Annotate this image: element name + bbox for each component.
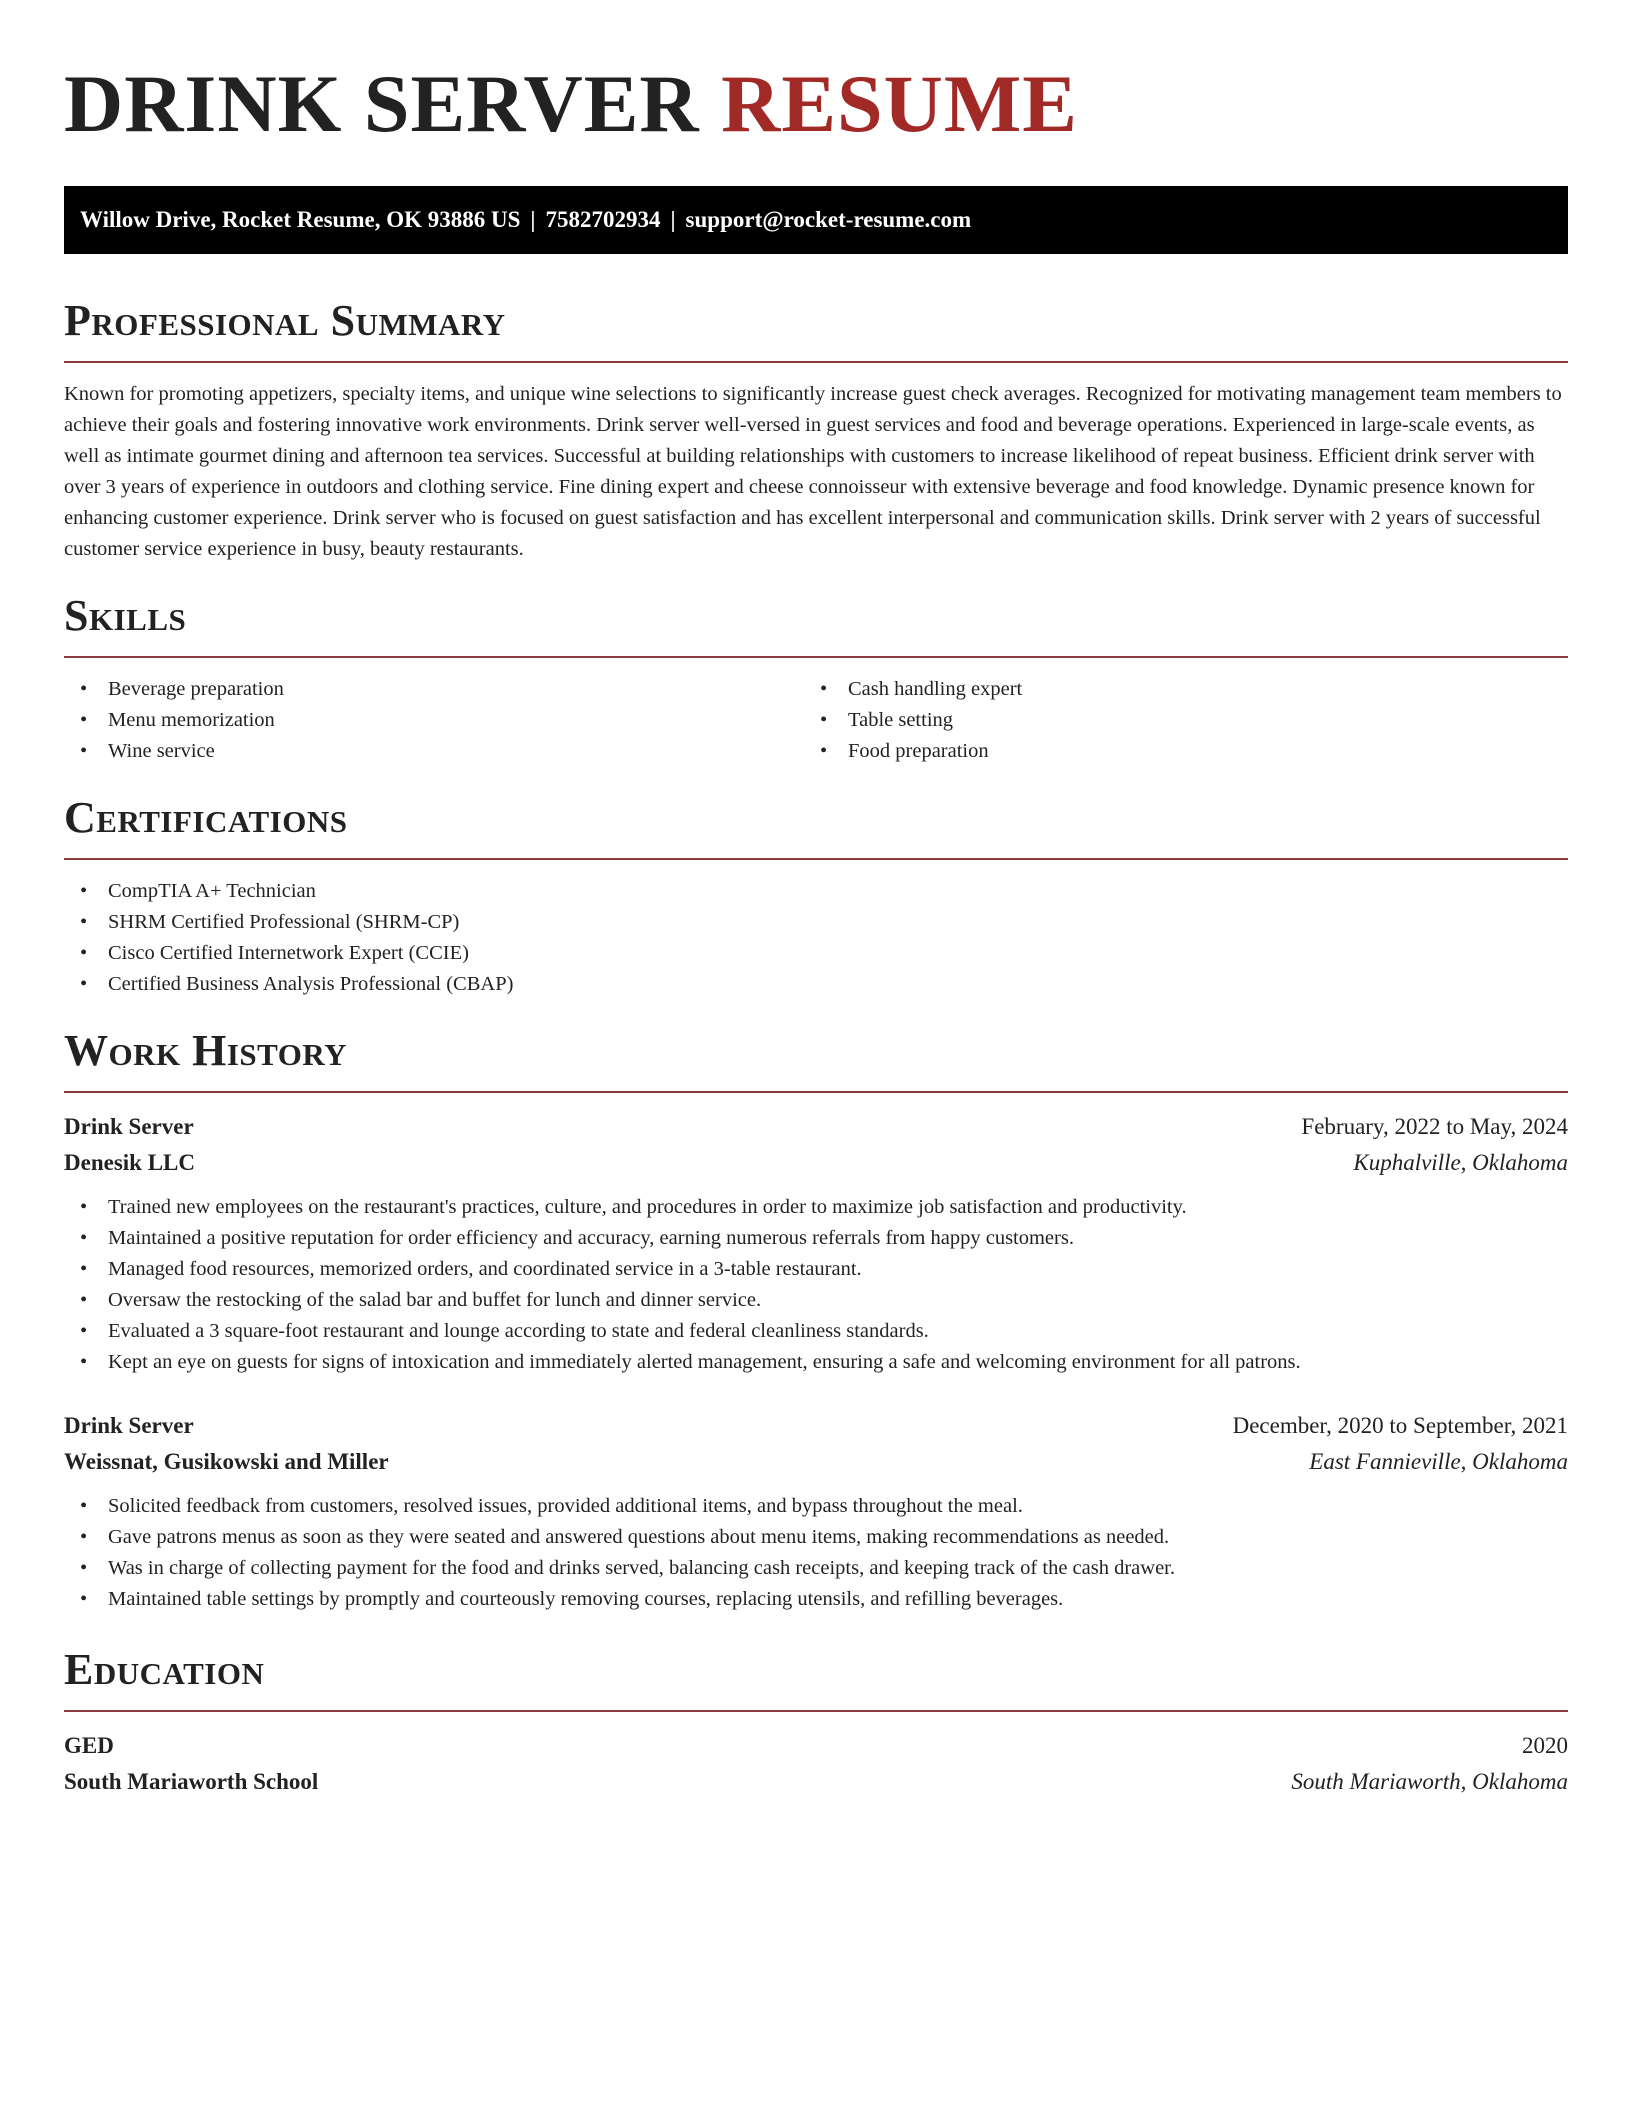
certifications-section — [64, 793, 1568, 1000]
section-divider — [64, 1710, 1568, 1712]
section-heading-summary: Professional Summary — [64, 296, 506, 345]
contact-phone: 7582702934 — [545, 207, 661, 232]
job-header-row — [64, 1408, 1568, 1444]
skills-grid — [64, 674, 1568, 767]
certification-item: • CompTIA A+ Technician — [64, 876, 1568, 907]
job-title: Drink Server — [64, 1413, 194, 1438]
job-location: East Fannieville, Oklahoma — [1309, 1449, 1568, 1474]
job-title: Drink Server — [64, 1114, 194, 1139]
section-heading-education: Education — [64, 1645, 265, 1694]
section-heading-work-history: Work History — [64, 1026, 348, 1075]
section-divider — [64, 361, 1568, 363]
summary-text: Known for promoting appetizers, specialty items, and unique wine selections to significantly increase guest check averages. Recognized for motivating management team members to achieve their goals and fostering innovative work environments. Drink server well-versed in guest services and food and beverage operations. Experienced in large-scale events, as well as intimate gourmet dining and afternoon tea services. Successful at building relationships with customers to increase likelihood of repeat business. Efficient drink server with over 3 years of experience in outdoors and clothing service. Fine dining expert and cheese connoisseur with extensive beverage and food knowledge. Dynamic presence known for enhancing customer experience. Drink server who is focused on guest satisfaction and has excellent interpersonal and communication skills. Drink server with 2 years of successful customer service experience in busy, beauty restaurants. — [64, 383, 1562, 560]
skill-item: • Cash handling expert — [804, 674, 1544, 705]
section-divider — [64, 1091, 1568, 1093]
job-entry — [64, 1109, 1568, 1378]
skills-list-left — [64, 674, 804, 767]
contact-separator: | — [670, 207, 676, 232]
job-location: Kuphalville, Oklahoma — [1353, 1150, 1568, 1175]
section-heading-skills: Skills — [64, 591, 187, 640]
job-duty: • Was in charge of collecting payment for the food and drinks served, balancing cash receipts, and keeping track of the cash drawer. — [64, 1553, 1568, 1584]
education-entry — [64, 1728, 1568, 1800]
contact-bar — [64, 186, 1568, 254]
job-duty: • Kept an eye on guests for signs of intoxication and immediately alerted management, ensuring a safe and welcoming environment for all patrons. — [64, 1347, 1568, 1378]
skill-item: • Food preparation — [804, 736, 1544, 767]
certification-item: • SHRM Certified Professional (SHRM-CP) — [64, 907, 1568, 938]
job-duty: • Gave patrons menus as soon as they were seated and answered questions about menu items, making recommendations as needed. — [64, 1522, 1568, 1553]
job-dates: December, 2020 to September, 2021 — [1232, 1413, 1568, 1438]
education-degree: GED — [64, 1733, 114, 1758]
education-section — [64, 1645, 1568, 1800]
job-duty: • Oversaw the restocking of the salad bar and buffet for lunch and dinner service. — [64, 1285, 1568, 1316]
job-company-row — [64, 1444, 1568, 1480]
job-company: Denesik LLC — [64, 1150, 195, 1175]
education-header-row — [64, 1728, 1568, 1764]
section-divider — [64, 656, 1568, 658]
job-duty: • Maintained table settings by promptly and courteously removing courses, replacing utensils, and refilling beverages. — [64, 1584, 1568, 1615]
resume-title — [64, 56, 1568, 152]
skill-item: • Menu memorization — [64, 705, 804, 736]
job-duty: • Evaluated a 3 square-foot restaurant and lounge according to state and federal cleanliness standards. — [64, 1316, 1568, 1347]
section-divider — [64, 858, 1568, 860]
skills-list-right — [804, 674, 1544, 767]
title-accent: RESUME — [721, 58, 1078, 149]
education-year: 2020 — [1522, 1733, 1568, 1758]
skill-item: • Table setting — [804, 705, 1544, 736]
certification-item: • Certified Business Analysis Professional (CBAP) — [64, 969, 1568, 1000]
education-school: South Mariaworth School — [64, 1769, 319, 1794]
certification-item: • Cisco Certified Internetwork Expert (CCIE) — [64, 938, 1568, 969]
certifications-list — [64, 876, 1568, 1000]
job-duties-list — [64, 1491, 1568, 1615]
job-entry — [64, 1408, 1568, 1615]
work-history-section — [64, 1026, 1568, 1615]
contact-address: Willow Drive, Rocket Resume, OK 93886 US — [80, 207, 521, 232]
education-location: South Mariaworth, Oklahoma — [1291, 1769, 1568, 1794]
job-duty: • Maintained a positive reputation for order efficiency and accuracy, earning numerous referrals from happy customers. — [64, 1223, 1568, 1254]
section-heading-certifications: Certifications — [64, 793, 348, 842]
job-duty: • Trained new employees on the restaurant's practices, culture, and procedures in order to maximize job satisfaction and productivity. — [64, 1192, 1568, 1223]
job-company-row — [64, 1145, 1568, 1181]
skill-item: • Beverage preparation — [64, 674, 804, 705]
job-dates: February, 2022 to May, 2024 — [1301, 1114, 1568, 1139]
job-duty: • Solicited feedback from customers, resolved issues, provided additional items, and bypass throughout the meal. — [64, 1491, 1568, 1522]
job-duties-list — [64, 1192, 1568, 1378]
job-header-row — [64, 1109, 1568, 1145]
skills-section — [64, 591, 1568, 767]
summary-section — [64, 296, 1568, 565]
job-duty: • Managed food resources, memorized orders, and coordinated service in a 3-table restaurant. — [64, 1254, 1568, 1285]
contact-email[interactable]: support@rocket-resume.com — [685, 207, 972, 232]
title-main: DRINK SERVER — [64, 58, 700, 149]
education-school-row — [64, 1764, 1568, 1800]
contact-separator: | — [530, 207, 536, 232]
job-company: Weissnat, Gusikowski and Miller — [64, 1449, 389, 1474]
skill-item: • Wine service — [64, 736, 804, 767]
